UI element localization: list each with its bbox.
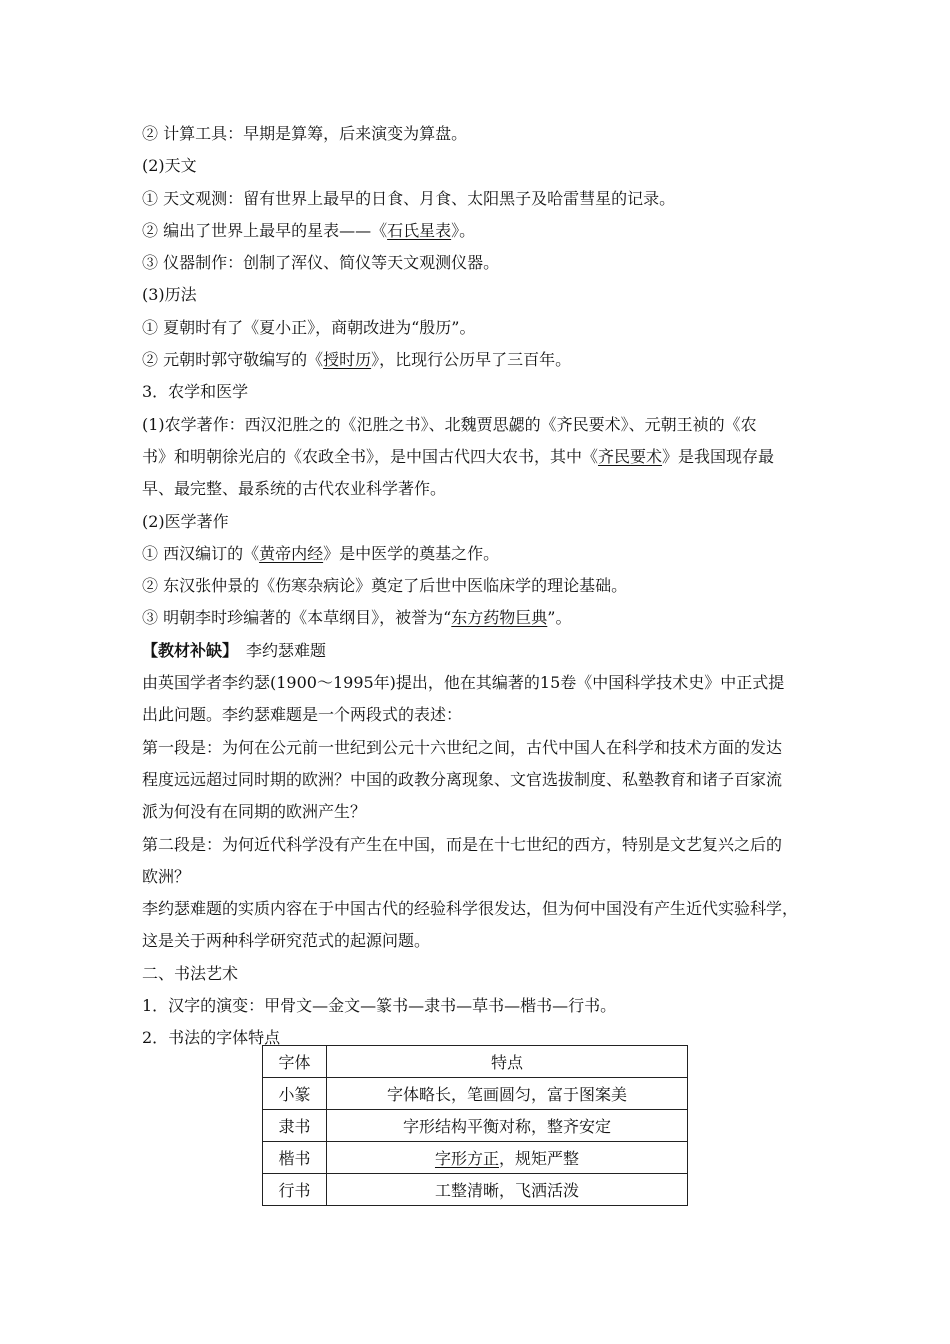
text-line: 3．农学和医学 (142, 382, 249, 402)
underlined-answer: 齐民要术 (598, 446, 663, 466)
feature-cell: 字形方正，规矩严整 (327, 1142, 688, 1174)
text-span: 》，比现行公历早了三百年。 (371, 350, 572, 370)
text-line: 这是关于两种科学研究范式的起源问题。 (142, 931, 431, 951)
font-name-cell: 小篆 (263, 1078, 327, 1110)
text-line: ② 东汉张仲景的《伤寒杂病论》奠定了后世中医临床学的理论基础。 (142, 576, 628, 596)
text-line: 早、最完整、最系统的古代农业科学著作。 (142, 479, 447, 499)
text-line: 二、书法艺术 (142, 963, 239, 983)
section-tag: 【教材补缺】 (142, 640, 231, 660)
text-line: 第一段是：为何在公元前一世纪到公元十六世纪之间，古代中国人在科学和技术方面的发达 (142, 737, 783, 757)
text-line: 李约瑟难题的实质内容在于中国古代的经验科学很发达，但为何中国没有产生近代实验科学， (142, 899, 799, 919)
document-body (142, 118, 814, 1055)
font-name-cell: 行书 (263, 1174, 327, 1206)
text-span: 》是中医学的奠基之作。 (323, 543, 500, 563)
text-line (142, 602, 814, 634)
underlined-answer: 黄帝内经 (259, 543, 324, 563)
underlined-answer: 石氏星表 (387, 220, 452, 240)
table-row (263, 1142, 688, 1174)
feature-cell: 工整清晰，飞洒活泼 (327, 1174, 688, 1206)
text-span: 》。 (451, 220, 476, 240)
text-line: 1．汉字的演变：甲骨文—金文—篆书—隶书—草书—楷书—行书。 (142, 996, 617, 1016)
text-line: 出此问题。李约瑟难题是一个两段式的表述： (142, 705, 463, 725)
table-row (263, 1078, 688, 1110)
text-span: 》是我国现存最 (662, 446, 775, 466)
text-span: ③ 明朝李时珍编著的《本草纲目》，被誉为“ (142, 608, 452, 628)
text-line: (1)农学著作：西汉氾胜之的《氾胜之书》、北魏贾思勰的《齐民要术》、元朝王祯的《农 (142, 414, 757, 434)
text-line: 派为何没有在同期的欧洲产生？ (142, 802, 367, 822)
text-span: ② 编出了世界上最早的星表——《 (142, 220, 388, 240)
text-span: ”。 (547, 608, 572, 628)
table-row (263, 1174, 688, 1206)
text-line: 程度远远超过同时期的欧洲？中国的政教分离现象、文官选拔制度、私塾教育和诸子百家流 (142, 769, 783, 789)
text-line (142, 635, 814, 667)
calligraphy-table (262, 1045, 688, 1206)
text-line: ① 夏朝时有了《夏小正》，商朝改进为“殷历”。 (142, 317, 476, 337)
text-span: 李约瑟难题 (230, 640, 327, 660)
underlined-answer: 东方药物巨典 (451, 608, 548, 628)
text-line: 由英国学者李约瑟(1900～1995年)提出，他在其编著的15卷《中国科学技术史》中正式提 (142, 673, 785, 693)
text-line (142, 215, 814, 247)
text-line: 欧洲？ (142, 866, 191, 886)
header-cell: 特点 (327, 1046, 688, 1078)
table-row (263, 1110, 688, 1142)
text-line: (3)历法 (142, 285, 197, 305)
font-name-cell: 隶书 (263, 1110, 327, 1142)
text-line: 2．书法的字体特点 (142, 1028, 281, 1048)
text-line: (2)天文 (142, 156, 197, 176)
text-line (142, 538, 814, 570)
text-line (142, 344, 814, 376)
text-line: ① 天文观测：留有世界上最早的日食、月食、太阳黑子及哈雷彗星的记录。 (142, 188, 676, 208)
text-line (142, 441, 814, 473)
text-span: ① 西汉编订的《 (142, 543, 260, 563)
font-name-cell: 楷书 (263, 1142, 327, 1174)
feature-cell: 字体略长，笔画圆匀，富于图案美 (327, 1078, 688, 1110)
feature-cell: 字形结构平衡对称，整齐安定 (327, 1110, 688, 1142)
text-span: ② 元朝时郭守敬编写的《 (142, 350, 324, 370)
text-line: ② 计算工具：早期是算筹，后来演变为算盘。 (142, 124, 468, 143)
header-cell: 字体 (263, 1046, 327, 1078)
underlined-answer: 授时历 (323, 350, 372, 370)
text-span: 书》和明朝徐光启的《农政全书》，是中国古代四大农书，其中《 (142, 446, 599, 466)
text-line: 第二段是：为何近代科学没有产生在中国，而是在十七世纪的西方，特别是文艺复兴之后的 (142, 834, 783, 854)
text-line: (2)医学著作 (142, 511, 229, 531)
table-header-row (263, 1046, 688, 1078)
text-line: ③ 仪器制作：创制了浑仪、简仪等天文观测仪器。 (142, 253, 500, 273)
